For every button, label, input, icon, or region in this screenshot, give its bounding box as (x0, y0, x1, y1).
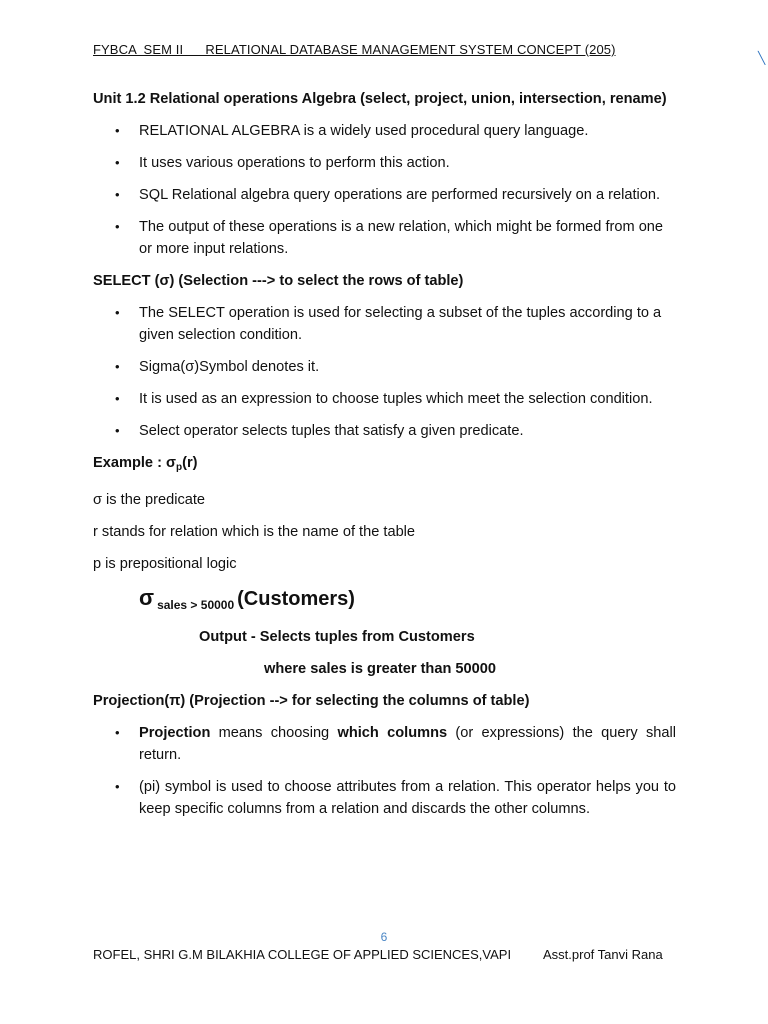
example-heading (93, 452, 676, 479)
bullet-icon: • (115, 187, 120, 202)
bullet-icon: • (115, 123, 120, 138)
relation-line: r stands for relation which is the name of the table (93, 524, 416, 540)
page-header: FYBCA SEM II RELATIONAL DATABASE MANAGEMENT SYSTEM CONCEPT (205) (93, 42, 616, 57)
select-heading: SELECT (σ) (Selection ---> to select the rows of table) (93, 273, 464, 289)
intro-bullet-list (93, 120, 676, 260)
bullet-icon: • (115, 219, 120, 234)
list-item-text: The SELECT operation is used for selecting a subset of the tuples according to a given selection condition. (139, 305, 662, 343)
list-item-text: It is used as an expression to choose tuples which meet the selection condition. (139, 391, 653, 407)
bullet-icon: • (115, 359, 120, 374)
bullet-icon: • (115, 155, 120, 170)
select-bullet-list (93, 302, 676, 442)
list-item (93, 120, 676, 142)
unit-title: Unit 1.2 Relational operations Algebra (select, project, union, intersection, rename) (93, 91, 667, 107)
select-formula (139, 585, 676, 618)
list-item-text: SQL Relational algebra query operations are performed recursively on a relation. (139, 187, 661, 203)
list-item (93, 722, 676, 766)
footer-institution: ROFEL, SHRI G.M BILAKHIA COLLEGE OF APPLIED SCIENCES,VAPI (93, 947, 512, 962)
logic-line: p is prepositional logic (93, 556, 237, 572)
list-item-text: Select operator selects tuples that satisfy a given predicate. (139, 423, 524, 439)
projection-heading: Projection(π) (Projection --> for selecting the columns of table) (93, 693, 530, 709)
list-item (93, 420, 676, 442)
bullet-icon: • (115, 779, 120, 794)
output-line-2: where sales is greater than 50000 (264, 661, 497, 677)
list-item (93, 152, 676, 174)
list-item (93, 184, 676, 206)
columns-term: which columns (337, 725, 448, 741)
page-number: 6 (380, 930, 388, 944)
sigma-symbol: σ (139, 585, 155, 610)
formula-subscript: sales > 50000 (157, 598, 235, 612)
projection-term: Projection (139, 725, 211, 741)
bullet-icon: • (115, 305, 120, 320)
list-item (93, 388, 676, 410)
list-item-text: (or expressions) the query shall return. (139, 725, 676, 763)
example-tail: (r) (182, 455, 198, 471)
output-line-1: Output - Selects tuples from Customers (199, 629, 475, 645)
bullet-icon: • (115, 725, 120, 740)
list-item-text: (pi) symbol is used to choose attributes from a relation. This operator helps you to keep specific columns from a relation and discards the other columns. (139, 779, 676, 817)
list-item-text: The output of these operations is a new relation, which might be formed from one or more input relations. (139, 219, 664, 257)
list-item-text: Sigma(σ)Symbol denotes it. (139, 359, 320, 375)
example-subscript: p (175, 462, 183, 473)
list-item (93, 776, 676, 820)
page-content (93, 88, 676, 830)
projection-bullet-list (93, 722, 676, 820)
predicate-line: σ is the predicate (93, 492, 206, 508)
example-label: Example : σ (93, 455, 176, 471)
list-item (93, 302, 676, 346)
corner-mark-icon: ╲ (758, 51, 766, 65)
bullet-icon: • (115, 391, 120, 406)
list-item-text: means choosing (210, 725, 338, 741)
footer-author: Asst.prof Tanvi Rana (543, 947, 663, 962)
bullet-icon: • (115, 423, 120, 438)
list-item (93, 216, 676, 260)
list-item (93, 356, 676, 378)
list-item-text: It uses various operations to perform this action. (139, 155, 450, 171)
list-item-text: RELATIONAL ALGEBRA is a widely used procedural query language. (139, 123, 589, 139)
formula-relation: (Customers) (237, 588, 355, 610)
